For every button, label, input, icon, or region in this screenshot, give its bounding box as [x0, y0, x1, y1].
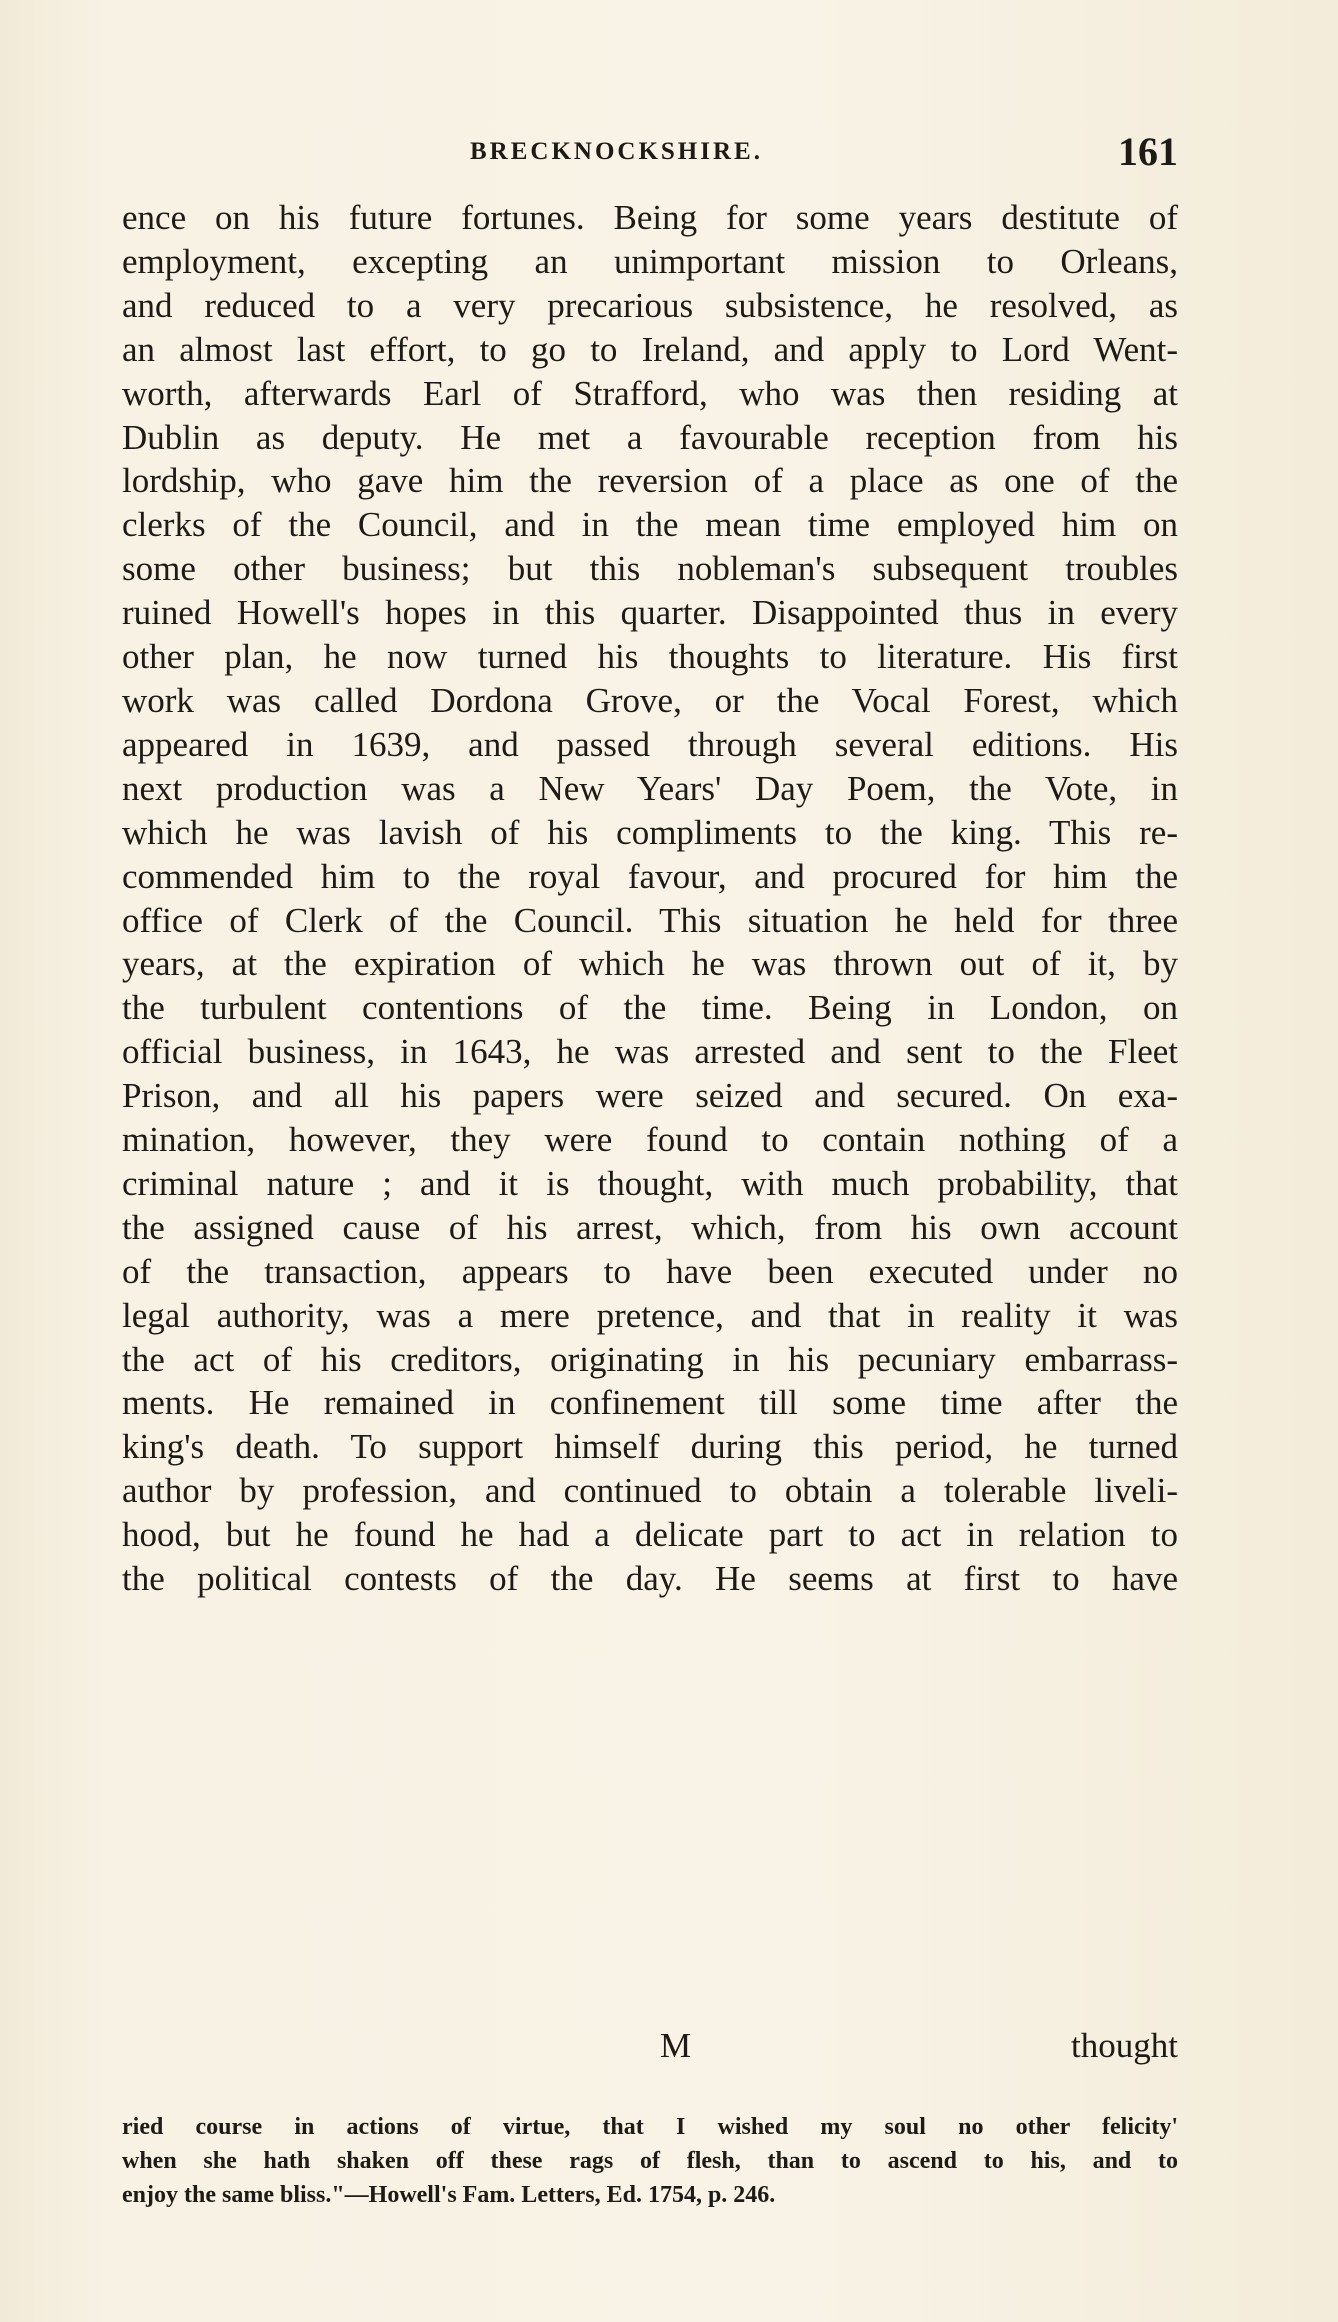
text-line: the act of his creditors, originating in his pecuniary embarrass- [122, 1339, 1178, 1379]
footnote [122, 2110, 1178, 2212]
text-line: criminal nature ; and it is thought, with much probability, that [122, 1163, 1178, 1203]
page-number: 161 [1118, 129, 1178, 174]
text-line: other plan, he now turned his thoughts to literature. His first [122, 637, 1178, 677]
text-line: some other business; but this nobleman's subsequent troubles [122, 549, 1178, 589]
text-line: hood, but he found he had a delicate part to act in relation to [122, 1515, 1178, 1555]
text-line: work was called Dordona Grove, or the Vocal Forest, which [122, 680, 1178, 720]
text-line: the political contests of the day. He seems at first to have [122, 1559, 1178, 1599]
text-line: official business, in 1643, he was arrested and sent to the Fleet [122, 1032, 1178, 1072]
text-line: lordship, who gave him the reversion of a place as one of the [122, 461, 1178, 501]
text-line: Prison, and all his papers were seized and secured. On exa- [122, 1076, 1178, 1116]
text-line: king's death. To support himself during this period, he turned [122, 1427, 1178, 1467]
text-line: ments. He remained in confinement till some time after the [122, 1383, 1178, 1423]
text-line: legal authority, was a mere pretence, and that in reality it was [122, 1295, 1178, 1335]
text-line: clerks of the Council, and in the mean time employed him on [122, 505, 1178, 545]
running-head: BRECKNOCKSHIRE. [470, 138, 763, 165]
text-line: mination, however, they were found to contain nothing of a [122, 1120, 1178, 1160]
text-line: author by profession, and continued to obtain a tolerable liveli- [122, 1471, 1178, 1511]
text-line: the assigned cause of his arrest, which, from his own account [122, 1207, 1178, 1247]
footnote-line: when she hath shaken off these rags of flesh, than to ascend to his, and to [122, 2148, 1178, 2174]
text-line: an almost last effort, to go to Ireland, and apply to Lord Went- [122, 329, 1178, 369]
text-line: appeared in 1639, and passed through several editions. His [122, 724, 1178, 764]
text-line: which he was lavish of his compliments to the king. This re- [122, 812, 1178, 852]
text-line: employment, excepting an unimportant mission to Orleans, [122, 241, 1178, 281]
page-header [122, 128, 1178, 176]
text-line: office of Clerk of the Council. This situation he held for three [122, 900, 1178, 940]
catchword: thought [1071, 2026, 1178, 2065]
text-line: commended him to the royal favour, and procured for him the [122, 856, 1178, 896]
footnote-line: ried course in actions of virtue, that I wished my soul no other felicity' [122, 2114, 1178, 2140]
text-line: the turbulent contentions of the time. Being in London, on [122, 988, 1178, 1028]
footnote-line: enjoy the same bliss."—Howell's Fam. Letters, Ed. 1754, p. 246. [122, 2182, 776, 2208]
text-line: ence on his future fortunes. Being for some years destitute of [122, 198, 1178, 237]
catchline [122, 2026, 1178, 2070]
text-line: Dublin as deputy. He met a favourable reception from his [122, 417, 1178, 457]
text-line: of the transaction, appears to have been executed under no [122, 1251, 1178, 1291]
text-line: next production was a New Years' Day Poem, the Vote, in [122, 768, 1178, 808]
body-text [122, 196, 1178, 1601]
text-line: years, at the expiration of which he was thrown out of it, by [122, 944, 1178, 984]
text-line: worth, afterwards Earl of Strafford, who was then residing at [122, 373, 1178, 413]
text-line: ruined Howell's hopes in this quarter. Disappointed thus in every [122, 593, 1178, 633]
text-line: and reduced to a very precarious subsistence, he resolved, as [122, 285, 1178, 325]
signature-mark: M [660, 2026, 692, 2065]
